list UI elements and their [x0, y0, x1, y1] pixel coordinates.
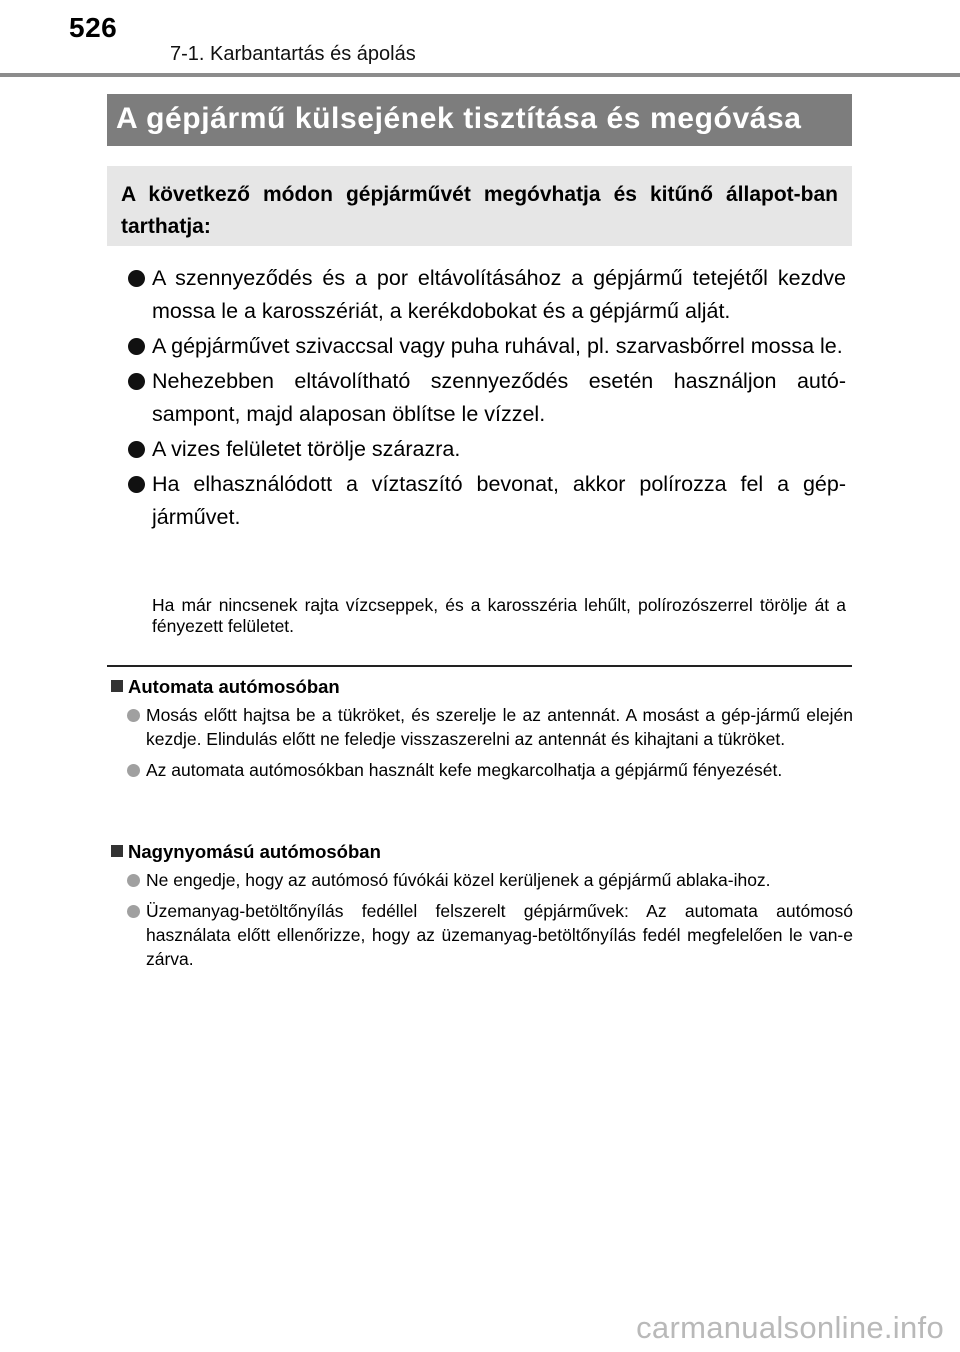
bullet-icon — [128, 338, 145, 355]
subsection-heading-text: Automata autómosóban — [128, 676, 340, 697]
main-bullet-list — [128, 262, 846, 536]
bullet-text: A vizes felületet törölje szárazra. — [152, 437, 461, 461]
bullet-icon — [128, 270, 145, 287]
bullet-text: A szennyeződés és a por eltávolításához a gépjármű tetejétől kezdve mossa le a karosszériát, a kerékdobokat és a gépjármű alját. — [152, 266, 846, 323]
item-text: Az automata autómosókban használt kefe megkarcolhatja a gépjármű fényezését. — [146, 760, 783, 780]
list-item — [128, 433, 846, 466]
bullet-icon — [128, 476, 145, 493]
intro-box — [107, 166, 852, 246]
section-title: A gépjármű külsejének tisztítása és megóvása — [107, 94, 852, 146]
item-text: Üzemanyag-betöltőnyílás fedéllel felszerelt gépjárművek: Az automata autómosó használata előtt ellenőrizze, hogy az üzemanyag-betöltőnyílás fedél megfelelően le van-e zárva. — [146, 901, 853, 969]
item-text: Mosás előtt hajtsa be a tükröket, és szerelje le az antennát. A mosást a gép-jármű elején kezdje. Elindulás előtt ne feledje visszaszerelni az antennát és kihajtani a tükröket. — [146, 705, 853, 749]
chapter-title: 7-1. Karbantartás és ápolás — [170, 43, 416, 65]
bullet-icon — [127, 764, 140, 777]
square-bullet-icon — [111, 680, 123, 692]
list-item — [128, 468, 846, 534]
square-bullet-icon — [111, 845, 123, 857]
watermark: carmanualsonline.info — [636, 1310, 944, 1345]
list-item — [126, 899, 853, 971]
subsection-heading-high-pressure-wash — [111, 841, 381, 863]
intro-text: A következő módon gépjárművét megóvhatja és kitűnő állapot-ban tarthatja: — [121, 183, 838, 238]
list-item — [128, 330, 846, 363]
bullet-text: A gépjárművet szivaccsal vagy puha ruhával, pl. szarvasbőrrel mossa le. — [152, 334, 843, 358]
list-item — [126, 758, 853, 782]
list-item — [126, 703, 853, 751]
bullet-text: Ha elhasználódott a víztaszító bevonat, akkor polírozza fel a gép-járművet. — [152, 472, 846, 529]
section-divider — [107, 665, 852, 667]
subsection-heading-text: Nagynyomású autómosóban — [128, 841, 381, 862]
bullet-icon — [127, 709, 140, 722]
high-pressure-wash-list — [126, 868, 853, 978]
bullet-icon — [128, 373, 145, 390]
item-text: Ne engedje, hogy az autómosó fúvókái közel kerüljenek a gépjármű ablaka-ihoz. — [146, 870, 771, 890]
list-item — [128, 365, 846, 431]
note-text: Ha már nincsenek rajta vízcseppek, és a karosszéria lehűlt, polírozószerrel törölje át a fényezett felületet. — [152, 595, 846, 636]
bullet-icon — [128, 441, 145, 458]
bullet-text: Nehezebben eltávolítható szennyeződés esetén használjon autó-sampont, majd alaposan öblítse le vízzel. — [152, 369, 846, 426]
subsection-heading-automatic-wash — [111, 676, 340, 698]
bullet-icon — [127, 874, 140, 887]
automatic-wash-list — [126, 703, 853, 789]
bullet-icon — [127, 905, 140, 918]
list-item — [128, 262, 846, 328]
page-number: 526 — [69, 12, 118, 43]
list-item — [126, 868, 853, 892]
header-divider — [0, 73, 960, 77]
